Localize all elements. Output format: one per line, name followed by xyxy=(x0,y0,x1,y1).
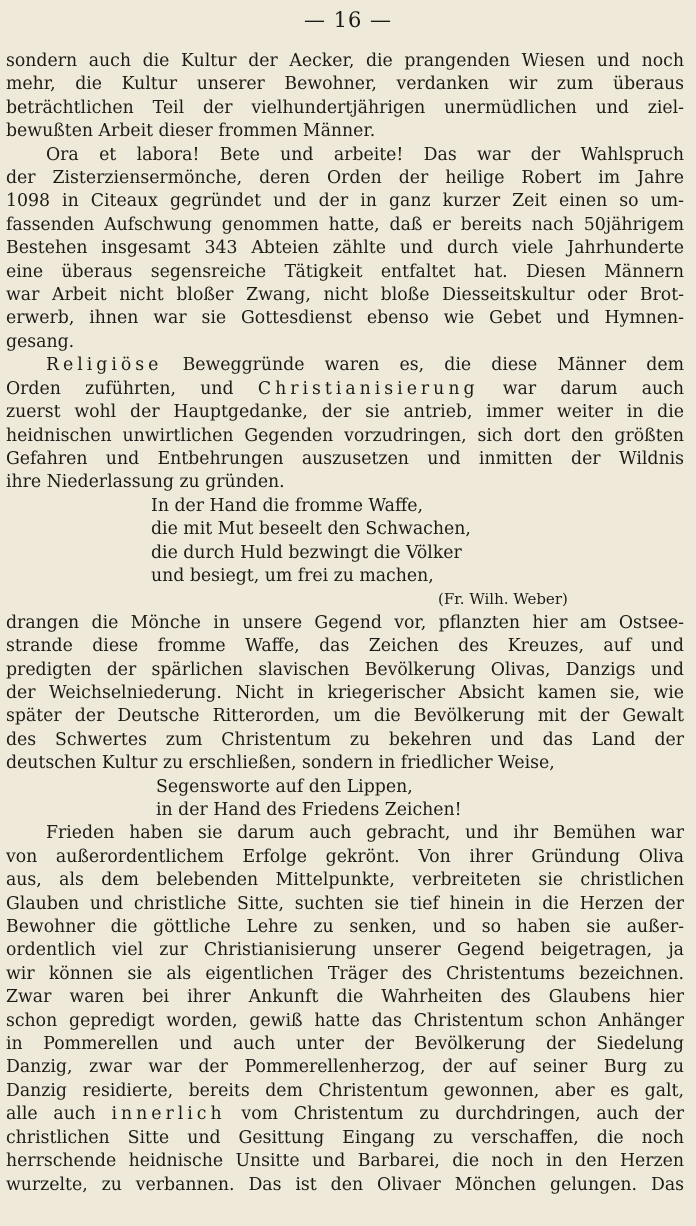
spaced-word: innerlich xyxy=(111,1104,226,1125)
text-line: erwerb, ihnen war sie Gottesdienst ebenso wie Gebet und Hymnen- xyxy=(6,308,684,329)
page-number: — 16 — xyxy=(303,8,393,32)
paragraph-3 xyxy=(6,354,684,494)
spaced-word: Christianisierung xyxy=(257,378,479,399)
text-line: beträchtlichen Teil der vielhundertjährigen unermüdlichen und ziel- xyxy=(6,97,684,118)
text-line xyxy=(6,354,684,377)
page-text xyxy=(6,50,684,1197)
text-line: Danzig, zwar war der Pommerellenherzog, der auf seiner Burg zu xyxy=(6,1057,684,1078)
text-line: bewußten Arbeit dieser frommen Männer. xyxy=(6,121,376,142)
text-line: herrschende heidnische Unsitte und Barbarei, die noch in den Herzen xyxy=(6,1151,684,1172)
paragraph-1 xyxy=(6,50,684,144)
text-line: christlichen Sitte und Gesittung Eingang zu verschaffen, die noch xyxy=(6,1127,684,1148)
text-line xyxy=(6,378,684,401)
text-line: Danzig residierte, bereits dem Christentum gewonnen, aber es galt, xyxy=(6,1080,684,1101)
verse-1 xyxy=(6,495,684,589)
text-line: war Arbeit nicht bloßer Zwang, nicht bloße Diesseitskultur oder Brot- xyxy=(6,285,684,306)
text-line: Frieden haben sie darum auch gebracht, und ihr Bemühen war xyxy=(46,823,684,844)
text-line: schon gepredigt worden, gewiß hatte das Christentum schon Anhänger xyxy=(6,1010,684,1031)
paragraph-4 xyxy=(6,612,684,776)
spaced-word: Religiöse xyxy=(46,355,163,376)
text-line: deutschen Kultur zu erschließen, sondern in friedlicher Weise, xyxy=(6,753,555,774)
text-line: sondern auch die Kultur der Aecker, die prangenden Wiesen und noch xyxy=(6,51,684,71)
text-line xyxy=(6,1103,684,1126)
text-line: Zwar waren bei ihrer Ankunft die Wahrheiten des Glaubens hier xyxy=(6,987,684,1008)
text-line: von außerordentlichem Erfolge gekrönt. Von ihrer Gründung Oliva xyxy=(6,846,684,867)
verse-line: Segensworte auf den Lippen, xyxy=(156,776,413,797)
text-line: ihre Niederlassung zu gründen. xyxy=(6,472,285,493)
text-line: später der Deutsche Ritterorden, um die Bevölkerung mit der Gewalt xyxy=(6,706,684,727)
text-line: 1098 in Citeaux gegründet und der in ganz kurzer Zeit einen so um- xyxy=(6,191,684,212)
text-line: predigten der spärlichen slavischen Bevölkerung Olivas, Danzigs und xyxy=(6,659,684,680)
verse-line: die durch Huld bezwingt die Völker xyxy=(151,542,462,563)
verse-line: In der Hand die fromme Waffe, xyxy=(151,495,423,516)
text-line: heidnischen unwirtlichen Gegenden vorzudringen, sich dort den größten xyxy=(6,425,684,446)
text-line: in Pommerellen und auch unter der Bevölkerung der Siedelung xyxy=(6,1034,684,1055)
text-line: Ora et labora! Bete und arbeite! Das war der Wahlspruch xyxy=(46,144,684,165)
text-line: der Weichselniederung. Nicht in kriegerischer Absicht kamen sie, wie xyxy=(6,682,684,703)
text-run: Beweggründe waren es, die diese Männer dem xyxy=(162,355,684,376)
verse-line: in der Hand des Friedens Zeichen! xyxy=(156,800,462,820)
text-line: der Zisterziensermönche, deren Orden der heilige Robert im Jahre xyxy=(6,168,684,189)
text-line: ordentlich viel zur Christianisierung unserer Gegend beigetragen, ja xyxy=(6,940,684,961)
text-line: gesang. xyxy=(6,331,75,352)
text-line: eine überaus segensreiche Tätigkeit entfaltet hat. Diesen Männern xyxy=(6,261,684,282)
text-run: Orden zuführten, und xyxy=(6,378,258,399)
text-line: aus, als dem belebenden Mittelpunkte, verbreiteten sie christlichen xyxy=(6,870,684,891)
text-line: wurzelte, zu verbannen. Das ist den Olivaer Mönchen gelungen. Das xyxy=(6,1174,684,1195)
text-line: Bestehen insgesamt 343 Abteien zählte und durch viele Jahrhunderte xyxy=(6,238,684,259)
text-line: Bewohner die göttliche Lehre zu senken, und so haben sie außer- xyxy=(6,917,684,938)
text-line: wir können sie als eigentlichen Träger des Christentums bezeichnen. xyxy=(6,963,684,984)
text-run: war darum auch xyxy=(478,378,684,399)
attribution-text: (Fr. Wilh. Weber) xyxy=(438,590,568,609)
text-line: des Schwertes zum Christentum zu bekehren und das Land der xyxy=(6,729,684,750)
text-line: fassenden Aufschwung genommen hatte, daß er bereits nach 50jährigem xyxy=(6,214,684,235)
verse-2 xyxy=(6,776,684,823)
text-line: mehr, die Kultur unserer Bewohner, verdanken wir zum überaus xyxy=(6,74,684,95)
text-line: drangen die Mönche in unsere Gegend vor, pflanzten hier am Ostsee- xyxy=(6,612,684,633)
text-line: Glauben und christliche Sitte, suchten sie tief hinein in die Herzen der xyxy=(6,893,684,914)
text-line: zuerst wohl der Hauptgedanke, der sie antrieb, immer weiter in die xyxy=(6,402,684,423)
text-run: alle auch xyxy=(6,1104,112,1125)
text-run: vom Christentum zu durchdringen, auch der xyxy=(225,1104,685,1125)
text-line: strande diese fromme Waffe, das Zeichen des Kreuzes, auf und xyxy=(6,636,684,657)
text-line: Gefahren und Entbehrungen auszusetzen und inmitten der Wildnis xyxy=(6,448,684,469)
verse-attribution xyxy=(6,588,684,611)
verse-line: die mit Mut beseelt den Schwachen, xyxy=(151,519,471,540)
paragraph-2 xyxy=(6,144,684,355)
paragraph-5 xyxy=(6,822,684,1197)
verse-line: und besiegt, um frei zu machen, xyxy=(151,565,434,586)
